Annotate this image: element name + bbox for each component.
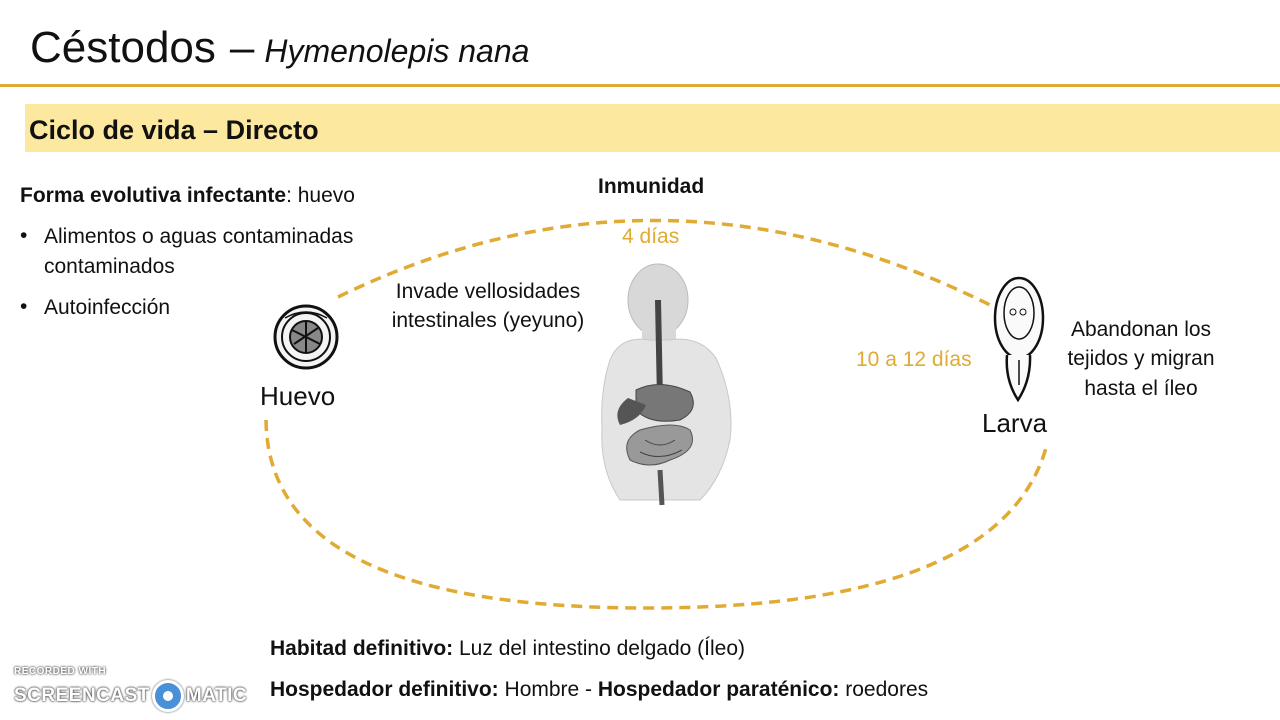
host-paratenic-label: Hospedador paraténico: <box>597 678 840 701</box>
infectant-value: : huevo <box>286 184 355 207</box>
habitat-value: Luz del intestino delgado (Íleo) <box>453 637 746 660</box>
title-species: Hymenolepis nana <box>264 33 530 69</box>
host-definitive-value: Hombre - <box>498 678 598 701</box>
title-main: Céstodos <box>30 23 216 72</box>
host-definitive-label: Hospedador definitivo: <box>270 678 499 701</box>
migrate-line-3: hasta el íleo <box>1084 376 1198 400</box>
digestive-system-illustration <box>602 264 731 505</box>
title-dash: – <box>229 23 255 72</box>
habitat-line <box>270 634 745 663</box>
migrate-text <box>1050 315 1232 403</box>
immunity-days: 4 días <box>622 225 680 248</box>
immunity-label: Inmunidad <box>598 175 705 198</box>
watermark-recorded: RECORDED WITH <box>14 666 107 677</box>
migrate-line-1: Abandonan los <box>1070 318 1212 341</box>
watermark-left: SCREENCAST <box>14 685 150 707</box>
egg-illustration <box>275 306 337 368</box>
host-line <box>270 675 928 704</box>
larva-label: Larva <box>982 408 1048 438</box>
migrate-line-2: tejidos y migran <box>1067 347 1215 371</box>
bullet-item-1-line2: contaminados <box>44 255 175 278</box>
invade-text <box>372 277 604 336</box>
invade-line-2: intestinales (yeyuno) <box>391 309 585 333</box>
host-paratenic-value: roedores <box>839 678 929 701</box>
bullet-item-1-line1: Alimentos o aguas contaminadas <box>44 225 354 248</box>
larva-illustration <box>995 278 1043 400</box>
bullet-dot: • <box>20 224 28 247</box>
bullet-item-2: Autoinfección <box>44 296 171 319</box>
invade-line-1: Invade vellosidades <box>395 280 581 303</box>
screencast-logo-icon <box>152 680 184 712</box>
watermark-logo <box>14 680 247 712</box>
infectant-label: Forma evolutiva infectante <box>20 184 287 207</box>
watermark-right: MATIC <box>185 685 248 707</box>
larva-days: 10 a 12 días <box>856 348 972 371</box>
egg-label: Huevo <box>260 381 336 411</box>
bullet-dot: • <box>20 295 28 318</box>
banner-text: Ciclo de vida – Directo <box>29 115 319 145</box>
habitat-label: Habitad definitivo: <box>270 637 454 660</box>
